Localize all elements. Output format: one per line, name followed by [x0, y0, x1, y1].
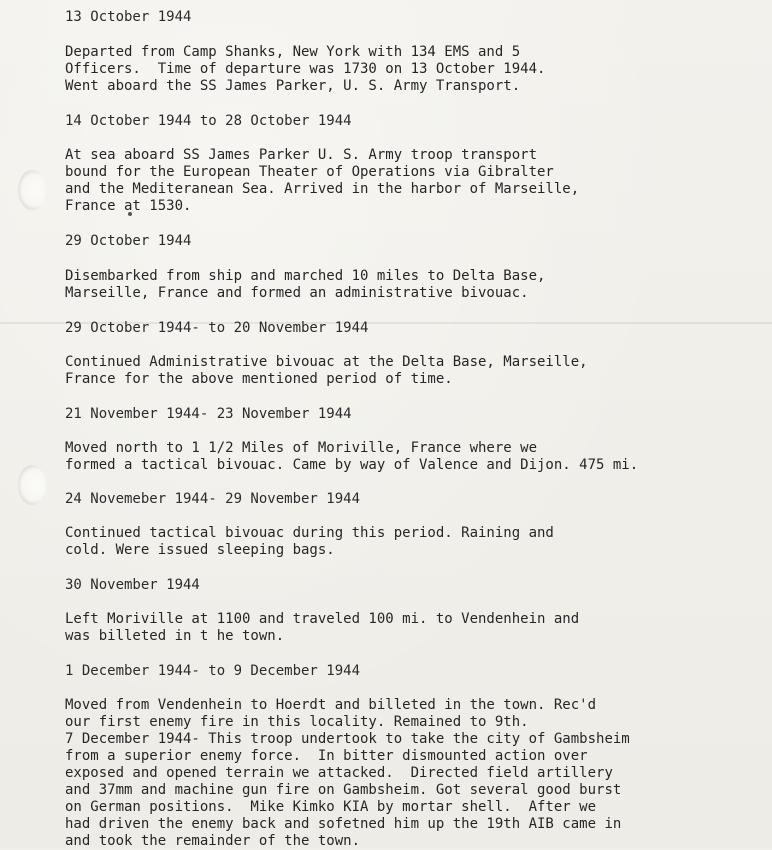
entry-line: Disembarked from ship and marched 10 miles to Delta Base,	[65, 268, 546, 284]
entry-text	[65, 611, 765, 645]
entry-line: cold. Were issued sleeping bags.	[65, 542, 335, 558]
entry-line: had driven the enemy back and sofetned him up the 19th AIB came in	[65, 816, 622, 832]
entry-date: 21 November 1944- 23 November 1944	[65, 406, 352, 422]
entry-text	[65, 697, 765, 850]
entry-line: France for the above mentioned period of time.	[65, 371, 453, 387]
entry-line: exposed and opened terrain we attacked. Directed field artillery	[65, 765, 613, 781]
entry-text	[65, 440, 765, 474]
entry-line: Left Moriville at 1100 and traveled 100 mi. to Vendenhein and	[65, 611, 580, 627]
entry-date: 14 October 1944 to 28 October 1944	[65, 113, 352, 129]
entry-line: and 37mm and machine gun fire on Gambsheim. Got several good burst	[65, 782, 622, 798]
entry-text	[65, 44, 765, 95]
diary-content	[65, 4, 765, 850]
entry-date: 29 October 1944- to 20 November 1944	[65, 320, 369, 336]
entry-line: our first enemy fire in this locality. Remained to 9th.	[65, 714, 529, 730]
entry-text	[65, 147, 765, 215]
entry-line: Went aboard the SS James Parker, U. S. Army Transport.	[65, 78, 521, 94]
punch-hole-top	[18, 170, 46, 210]
entry-line: and took the remainder of the town.	[65, 833, 361, 849]
entry-line: was billeted in t he town.	[65, 628, 285, 644]
entry-text	[65, 354, 765, 388]
entry-date: 1 December 1944- to 9 December 1944	[65, 663, 361, 679]
entry-date: 13 October 1944	[65, 9, 192, 25]
entry-line: France at 1530.	[65, 198, 192, 214]
entry-text	[65, 525, 765, 559]
entry-line: Continued Administrative bivouac at the Delta Base, Marseille,	[65, 354, 588, 370]
entry-line: formed a tactical bivouac. Came by way of Valence and Dijon. 475 mi.	[65, 457, 639, 473]
entry-text	[65, 268, 765, 302]
entry-line: 7 December 1944- This troop undertook to take the city of Gambsheim	[65, 731, 630, 747]
entry-line: Officers. Time of departure was 1730 on 13 October 1944.	[65, 61, 546, 77]
entry-line: At sea aboard SS James Parker U. S. Army troop transport	[65, 147, 538, 163]
entry-line: Continued tactical bivouac during this period. Raining and	[65, 525, 554, 541]
entry-line: and the Mediteranean Sea. Arrived in the harbor of Marseille,	[65, 181, 580, 197]
entry-line: from a superior enemy force. In bitter dismounted action over	[65, 748, 588, 764]
entry-date: 29 October 1944	[65, 233, 192, 249]
entry-line: Moved from Vendenhein to Hoerdt and billeted in the town. Rec'd	[65, 697, 597, 713]
entry-line: Moved north to 1 1/2 Miles of Moriville, France where we	[65, 440, 538, 456]
entry-date: 30 November 1944	[65, 577, 200, 593]
entry-line: bound for the European Theater of Operations via Gibralter	[65, 164, 554, 180]
entry-line: on German positions. Mike Kimko KIA by mortar shell. After we	[65, 799, 597, 815]
entry-line: Departed from Camp Shanks, New York with 134 EMS and 5	[65, 44, 521, 60]
entry-date: 24 Novemeber 1944- 29 November 1944	[65, 491, 361, 507]
entry-line: Marseille, France and formed an administrative bivouac.	[65, 285, 529, 301]
punch-hole-bottom	[18, 465, 46, 505]
